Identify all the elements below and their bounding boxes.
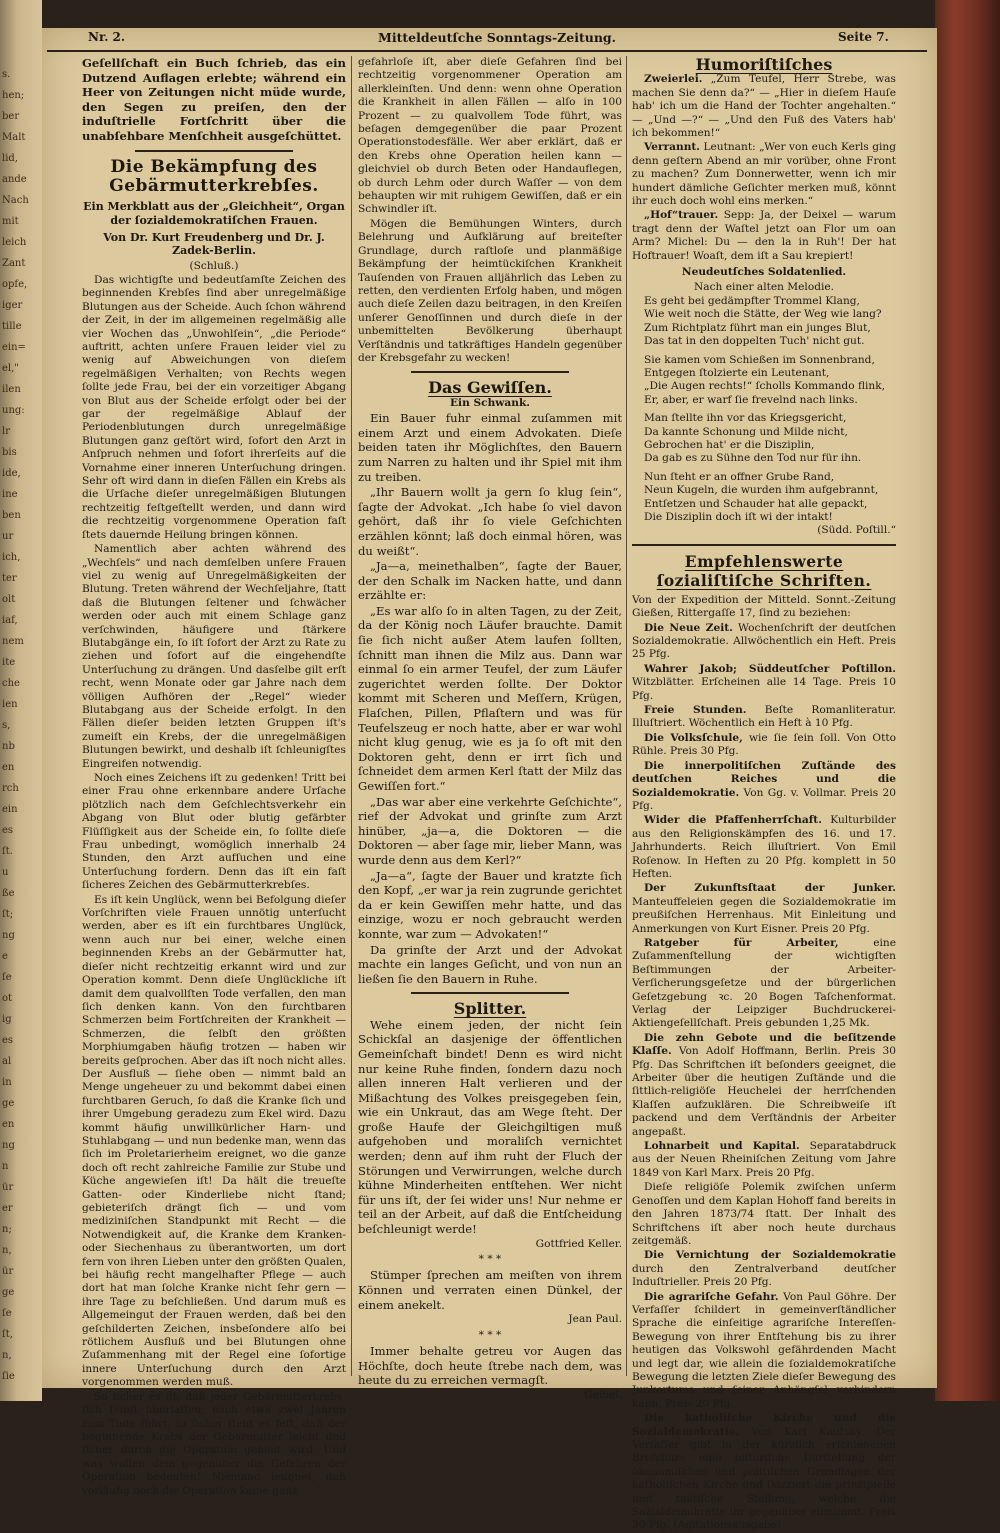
facing-page-fragment: en — [2, 762, 15, 773]
facing-page-fragment: bis — [2, 447, 17, 458]
splitter-title: Splitter. — [453, 999, 527, 1019]
facing-page-fragment: ng — [2, 1140, 15, 1151]
splitter-author: Jean Paul. — [568, 1313, 622, 1326]
column-rule — [626, 56, 627, 1376]
facing-page-fragment: ien — [2, 699, 18, 710]
book-entry — [632, 1140, 896, 1180]
joke — [632, 209, 896, 263]
book-description: eine Zuſammenſtellung der wichtigſten Beſtimmungen der Arbeiter-Verſicherungsgeſetze und der bürgerlichen Geſetzgebung ꝛc. 20 Bogen Taſchenformat. Verlag der Leipziger Buchdruckerei-Aktiengeſellſchaft. Preis gebunden 1,25 Mk. — [632, 936, 896, 1030]
splitter-text: Wehe einem jeden, der nicht ſein Schickſal an dasjenige der öffentlichen Gemeinſchaft bindet! Denn es wird nicht nur keine Ruhe finden, ſondern dazu noch allen inneren Halt verlieren und der Mißachtung des Volkes preisgegeben ſein, wie ein Unkraut, das am Wege ſteht. Der große Haufe der Gleichgiltigen muß aufgehoben und moraliſch vernichtet werden; denn auf ihm ruht der Fluch der Störungen und Verwirrungen, welche durch kühne Minderheiten entſtehen. Wer nicht für uns iſt, der ſei wider uns! Nur nehme er teil an der Arbeit, auf daß die Entſcheidung beſchleunigt werde! — [358, 1017, 622, 1237]
facing-page-fragment: ung: — [2, 405, 25, 416]
facing-page-fragment: nem — [2, 636, 24, 647]
story-paragraph: Da grinſte der Arzt und der Advokat machte ein langes Geſicht, und von nun an ließen ſie den Bauern in Ruhe. — [358, 942, 622, 986]
book-description: Von Karl Kautsky. Der Verfaſſer gibt in der kürzlich erſchienenen Broſchüre eine hiſtoriſche Darſtellung der ökonomiſchen und politiſchen Grundlagen der katholiſchen Kirche und ſkizziert die prinzipielle und taktiſche Stellung, welche die Sozialdemokratie ihr gegenüber einnimmt. Preis 30 Pfg. (Agitationsausgabe) — [632, 1425, 896, 1532]
splitter-text: Immer behalte getreu vor Augen das Höchſte, doch heute ſtrebe nach dem, was heute du zu erreichen vermagſt. — [358, 1344, 622, 1388]
story-paragraph: „Ja—a“, ſagte der Bauer und kratzte ſich den Kopf, „er war ja rein zugrunde gerichtet da er kein Gewiſſen mehr hatte, und das einzige, wozu er noch gebraucht werden konnte, war zum — Advokaten!“ — [358, 868, 622, 941]
book-entry — [632, 732, 896, 759]
facing-page-fragment: ande — [2, 174, 27, 185]
separator — [135, 150, 293, 152]
facing-page-fragment: ig — [2, 1014, 12, 1025]
book-title: Die zehn Gebote und die beſitzende Klaſſe. — [632, 1031, 896, 1058]
book-description: Dieſe religiöſe Polemik zwiſchen unſerm Genoſſen und dem Kaplan Hohoff fand bereits in den Jahren 1873/74 ſtatt. Der Inhalt des Schriftchens iſt aber noch heute durchaus zeitgemäß. — [632, 1181, 896, 1247]
facing-page-fragment: lid, — [2, 153, 18, 164]
facing-page-fragment: n, — [2, 1350, 12, 1361]
book-title: Die katholiſche Kirche und die Sozialdemokratie. — [632, 1412, 896, 1438]
book-entry — [632, 937, 896, 1031]
facing-page-fragment: leich — [2, 237, 27, 248]
facing-page-fragment: s. — [2, 69, 11, 80]
book-entry — [632, 760, 896, 814]
book-description: Witzblätter. Erſcheinen alle 14 Tage. Preis 10 Pfg. — [632, 676, 896, 702]
book-entry — [632, 1412, 896, 1533]
facing-page-fragment: ich, — [2, 552, 21, 563]
left-page-edge — [0, 0, 42, 1401]
book-entry — [632, 1181, 896, 1248]
facing-page-fragment: hen; — [2, 90, 25, 101]
article-paragraph: Namentlich aber achten während des „Wechſels“ und nach demſelben unſere Frauen viel zu wenig auf Unregelmäßigkeiten der Blutung. Treten während der Wechſeljahre, ſtatt daß die Blutungen ſeltener und ſchwächer werden oder auch mit einem Schlage ganz verſchwinden, häufigere und ſtärkere Blutabgänge ein, ſo iſt ſofort der Arzt zu Rate zu ziehen und ſofort auf die eingehendſte Unterſuchung zu drängen. Und dasſelbe gilt erſt recht, wenn Monate oder gar Jahre nach dem völligen Aufhören der „Regel“ wieder Blutabgang aus der Scheide erfolgt. In den Fällen dieſer beiden letzten Gruppen iſt's zumeiſt ein Krebs, der die unregelmäßigen Blutungen bewirkt, und deshalb iſt ſchleunigſtes Eingreifen notwendig. — [82, 543, 346, 770]
facing-page-fragment: ge — [2, 1287, 15, 1298]
joke-text: Leutnant: „Wer von euch Kerls ging denn geſtern Abend an mir vorüber, ohne Front zu machen? Zum Donnerwetter, wenn ich mir hundert dämliche Geſichter merken muß, könnt ihr euch doch wohl eins merken.“ — [632, 141, 896, 208]
facing-page-fragment: ilen — [2, 384, 21, 395]
song-subtitle: Nach einer alten Melodie. — [694, 280, 834, 293]
facing-page-fragment: s, — [2, 720, 11, 731]
joke-label: Verrannt. — [644, 141, 700, 154]
facing-page-fragment: e — [2, 951, 8, 962]
facing-page-fragment: in — [2, 1077, 12, 1088]
book-description: durch den Zentralverband deutſcher Induſtrieller. Preis 20 Pfg. — [632, 1262, 896, 1289]
song-source: (Südd. Poſtill.“ — [817, 524, 896, 537]
facing-page-fragment: er — [2, 1203, 13, 1214]
page-number-left: Nr. 2. — [88, 30, 126, 44]
facing-page-fragment: ſe — [2, 1308, 12, 1319]
facing-page-fragment: Malt — [2, 132, 26, 143]
book-description: Von Adolf Hoffmann, Berlin. Preis 30 Pfg. Das Schriftchen iſt beſonders geeignet, die Arbeiter über die heutigen Zuſtände und die ſittlich-religiöſe Heuchelei der herrſchenden Klaſſen aufzuklären. Die Schreibweiſe iſt packend und dem Verſtändnis der Arbeiter angepaßt. — [632, 1045, 896, 1138]
joke-label: Zweierlei. — [644, 73, 703, 86]
facing-page-fragment: en — [2, 1119, 15, 1130]
article-schluss: (Schluß.) — [189, 259, 239, 272]
story-paragraph: „Das war aber eine verkehrte Geſchichte“, rief der Advokat und grinſte zum Arzt hinüber, „ja—a, die Doktoren — die Doktoren — aber ſage mir, lieber Mann, was wurde denn aus dem Kerl?“ — [358, 794, 622, 867]
book-description: Von Gg. v. Vollmar. Preis 20 Pfg. — [632, 786, 896, 812]
facing-page-fragment: ſt. — [2, 846, 13, 857]
header-rule — [47, 50, 927, 52]
books-list — [632, 622, 896, 1533]
column-3 — [632, 55, 897, 1532]
song-stanza: Man ſtellte ihn vor das Kriegsgericht, Da kannte Schonung und Milde nicht, Gebrochen hat' er die Disziplin, Da gab es zu Sühne den Tod nur für ihn. — [644, 412, 862, 465]
facing-page-fragment: iger — [2, 300, 23, 311]
stars-divider: * * * — [478, 1253, 502, 1266]
book-entry — [632, 814, 896, 881]
facing-page-fragment: es — [2, 825, 14, 836]
facing-page-fragment: ber — [2, 111, 20, 122]
book-description: Kulturbilder aus den Religionskämpfen des 16. und 17. Jahrhunderts. Reich illuſtriert. Von Emil Roſenow. In Heften zu 20 Pfg. komplett in 50 Heften. — [632, 814, 896, 880]
book-description: Beſte Romanliteratur. Illuſtriert. Wöchentlich ein Heft à 10 Pfg. — [632, 704, 896, 730]
book-title: Die Volksſchule, — [644, 731, 743, 744]
facing-page-fragment: Zant — [2, 258, 26, 269]
facing-page-fragment: opfe, — [2, 279, 28, 290]
facing-page-fragment: ein= — [2, 342, 26, 353]
facing-page-fragment: ge — [2, 1098, 15, 1109]
facing-page-fragment: ſe — [2, 972, 12, 983]
splitter-author: Geibel. — [584, 1388, 622, 1401]
article-paragraph: Das wichtigſte und bedeutſamſte Zeichen des beginnenden Krebſes ſind aber unregelmäßige Blutungen aus der Scheide. Auch ſchon während der Zeit, in der im allgemeinen regelmäßig alle vier Wochen das „Unwohlſein“, „die Periode“ auftritt, achten unſere Frauen leider viel zu wenig auf Abweichungen von dieſem regelmäßigen Verhalten; von Rechts wegen ſollte jede Frau, bei der ein vorzeitiger Abgang von Blut aus der Scheide erfolgt oder bei der gar der regelmäßige Ablauf der Periodenblutungen durch unregelmäßige Blutungen ganz geſtört wird, ſofort den Arzt in Anſpruch nehmen und ſofort ihrerſeits auf die Vornahme einer inneren Unterſuchung dringen. Sehr oft wird dann in dieſen Fällen ein Krebs als die Urſache dieſer unregelmäßigen Blutungen rechtzeitig feſtgeſtellt werden, und dann wird die rechtzeitig vorgenommene Operation faſt ſtets dauernde Heilung bringen können. — [82, 273, 346, 541]
facing-page-fragment: tille — [2, 321, 22, 332]
facing-page-fragment: ſt; — [2, 909, 14, 920]
book-title: Freie Stunden. — [644, 704, 747, 717]
book-entry — [632, 622, 896, 662]
article-subtitle: Ein Merkblatt aus der „Gleichheit“, Organ der ſozialdemokratiſchen Frauen. — [83, 199, 345, 228]
books-title: Empfehlenswerte ſozialiſtiſche Schriften. — [656, 551, 872, 590]
story-subtitle: Ein Schwank. — [449, 396, 530, 409]
book-entry — [632, 882, 896, 936]
separator — [411, 1408, 569, 1410]
facing-page-fragment: ße — [2, 888, 15, 899]
facing-page-fragment: el," — [2, 363, 19, 374]
story-title: Das Gewiſſen. — [428, 378, 552, 398]
facing-page-fragment: ot — [2, 993, 13, 1004]
article-authors: Von Dr. Kurt Freudenberg und Dr. J. Zadek-Berlin. — [103, 230, 325, 258]
article-appeal: Mögen die Bemühungen Winters, durch Belehrung und Aufklärung auf breiteſter Grundlage, durch raſtloſe und planmäßige Bekämpfung der heimtückiſchen Krankheit Tauſenden von Frauen alljährlich das Leben zu retten, den verdienten Erfolg haben, und mögen auch dieſe Zeilen dazu beitragen, in den Kreiſen unſerer Genoſſinnen und durch dieſe in der unbemittelten Bevölkerung überhaupt Verſtändnis und tatkräftiges Handeln gegenüber der Krebsgefahr zu wecken! — [358, 217, 622, 364]
facing-page-fragment: n — [2, 1161, 9, 1172]
story-paragraph: „Ihr Bauern wollt ja gern ſo klug ſein“, ſagte der Advokat. „Ich habe ſo viel davon gehört, daß ihr ſo viele Geſchichten erzählen könnt; laß doch einmal hören, was du weißt“. — [358, 485, 622, 558]
book-title: Die agrariſche Gefahr. — [644, 1290, 779, 1303]
book-description: Wochenſchrift der deutſchen Sozialdemokratie. Allwöchentlich ein Heft. Preis 25 Pfg. — [632, 621, 897, 661]
facing-page-fragment: ter — [2, 573, 17, 584]
book-description: Von Paul Göhre. Der Verfaſſer ſchildert in gemeinverſtändlicher Sprache die einſeitige agrariſche Intereſſen-Bewegung von ihrer Entſtehung bis zu ihrer heutigen das Volkswohl gefährdenden Macht und legt dar, wie allein die ſozialdemokratiſche Bewegung die letzten Ziele dieſer Bewegung des Junkertums und ſeiner Anhängſel verhindern kann. Preis 20 Pfg. — [632, 1290, 896, 1410]
facing-page-fragment: al — [2, 1056, 12, 1067]
story-paragraph: Ein Bauer fuhr einmal zuſammen mit einem Arzt und einem Advokaten. Dieſe beiden taten ihr Möglichſtes, den Bauern zum Narren zu halten und ihr Spiel mit ihm zu treiben. — [358, 411, 622, 484]
song-stanza: Nun ſteht er an offner Grube Rand, Neun Kugeln, die wurden ihm aufgebrannt, Entſetzen und Schauder hat alle gepackt, Die Disziplin doch iſt wi der intakt! — [644, 470, 879, 523]
joke-label: „Hof“trauer. — [644, 209, 719, 222]
book-title: Ratgeber für Arbeiter, — [644, 936, 839, 949]
facing-page-fragment: ine — [2, 489, 18, 500]
book-title: Der Zukunftsſtaat der Junker. — [644, 882, 896, 895]
stars-divider: * * * — [478, 1328, 502, 1341]
book-title: Die innerpolitiſchen Zuſtände des deutſchen Reiches und die Sozialdemokratie. — [632, 759, 896, 799]
facing-page-fragment: ſt, — [2, 1329, 13, 1340]
book-entry — [632, 1291, 896, 1412]
book-title: Lohnarbeit und Kapital. — [644, 1140, 800, 1153]
article-title: Die Bekämpfung des Gebärmutterkrebſes. — [109, 156, 319, 196]
facing-page-fragment: ide, — [2, 468, 21, 479]
facing-page-fragment: ng — [2, 930, 15, 941]
facing-page-fragment: rch — [2, 783, 19, 794]
column-1 — [82, 56, 346, 1497]
column-2 — [358, 56, 622, 1401]
article-paragraph: Noch eines Zeichens iſt zu gedenken! Tritt bei einer Frau ohne erkennbare andere Urſache plötzlich nach dem Geſchlechtsverkehr ein Abgang von Blut oder blutig gefärbter Flüſſigkeit aus der Scheide ein, ſo ſollte dieſe Frau unbedingt, womöglich innerhalb 24 Stunden, den Arzt aufſuchen und eine Unterſuchung fordern. Denn das iſt ein faſt ſicheres Zeichen des Gebärmutterkrebſes. — [82, 772, 346, 892]
facing-page-fragment: n; — [2, 1224, 12, 1235]
joke — [632, 73, 896, 140]
facing-page-fragment: olt — [2, 594, 16, 605]
separator — [411, 371, 569, 373]
book-binding — [935, 0, 1000, 1401]
facing-page-fragment: ür — [2, 1266, 14, 1277]
separator — [632, 544, 896, 546]
story-paragraph: „Es war alſo ſo in alten Tagen, zu der Zeit, da der König noch Läufer brauchte. Damit ſie ſich nicht außer Atem laufen ſollten, ſchnitt man ihnen die Milz aus. Dann war einmal ſo ein armer Teufel, der zum Läufer zugerichtet werden ſollte. Der Doktor kommt mit Scheren und Meſſern, Krügen, Flaſchen, Pillen, Pflaſtern und was für Teufelszeug er noch hatte, aber er war wohl nicht klug genug, wie es ja ſo oft mit den Doktoren geht, denn er irrt ſich und ſchneidet dem armen Kerl ſtatt der Milz das Gewiſſen fort.“ — [358, 603, 622, 793]
story-paragraph: „Ja—a, meinethalben“, ſagte der Bauer, der den Schalk im Nacken hatte, und dann erzählte er: — [358, 559, 622, 603]
book-description: Separatabdruck aus der Neuen Rheiniſchen Zeitung vom Jahre 1849 von Karl Marx. Preis 20 Pfg. — [632, 1140, 896, 1179]
song-stanza: Sie kamen vom Schießen im Sonnenbrand, Entgegen ſtolzierte ein Leutenant, „Die Augen rechts!“ ſcholls Kommando flink, Er, aber, er warf ſie frevelnd nach links. — [644, 353, 886, 406]
facing-page-fragment: u — [2, 867, 9, 878]
facing-page-fragment: ſie — [2, 1371, 15, 1382]
book-title: Die Neue Zeit. — [644, 621, 733, 634]
joke-text: Sepp: Ja, der Deixel — warum tragt denn der Waſtel jetzt oan Flor um oan Arm? Michel: Du — den la in Ruh'! Der hat Hoftrauer! Woaſt, dem iſt a Sau krepiert! — [632, 209, 896, 262]
facing-page-fragment: ite — [2, 657, 16, 668]
article-paragraph: Es iſt kein Unglück, wenn bei Befolgung dieſer Vorſchriften viele Frauen unnötig unterſucht werden, aber es iſt ein furchtbares Unglück, wenn auch nur bei einer, welche einen beginnenden Krebs an der Gebärmutter hat, dieſer nicht rechtzeitig erkannt wird und zur Operation kommt. Denn dieſe Unglückliche iſt damit dem qualvollſten Tode verfallen, den man ſich denken kann. Von den furchtbaren Schmerzen beim Fortſchreiten der Krankheit — Schmerzen, die ſelbſt den größten Morphiumgaben häufig trotzen — haben wir bereits geſprochen. Aber das iſt noch nicht alles. Der Ausfluß — ſiehe oben — nimmt bald an Menge ungeheuer zu und bekommt dabei einen furchtbaren Geruch, ſo daß die Kranke ſich und ihrer Umgebung geradezu zum Ekel wird. Dazu kommt häufig unwillkürlicher Harn- und Stuhlabgang — und nun bedenke man, wenn das ſich im Proletarierheim ereignet, wo die ganze doch oft recht zahlreiche Familie zur Stube und Küche angewieſen iſt! Da hält die treueſte Gatten- oder Kinderliebe nicht ſtand; gebieteriſch drängt ſich — und vom mediziniſchen Standpunkt mit Recht — die Notwendigkeit auf, die Kranke dem Kranken- oder Siechenhaus zu überantworten, um dort fern von ihren Lieben unter den größten Qualen, bei häufig recht mangelhafter Pflege — auch dort hat man ſolche Kranke nicht ſehr gern — ihre Tage zu beſchließen. Und darum muß es Allgemeingut der Frauen werden, daß bei den geſchilderten Zeichen, insbeſondere alſo bei rötlichem Ausfluß und bei Blutungen ohne Zuſammenhang mit der Regel eine ſofortige innere Unterſuchung durch den Arzt vorgenommen werden muß. — [82, 893, 346, 1389]
book-entry — [632, 704, 896, 731]
facing-page-fragment: iaf, — [2, 615, 18, 626]
separator — [411, 992, 569, 994]
facing-page-fragment: ein — [2, 804, 18, 815]
facing-page-fragment: ben — [2, 510, 21, 521]
song-title: Neudeutſches Soldatenlied. — [681, 266, 847, 279]
book-title: Wahrer Jakob; Süddeutſcher Poſtillon. — [644, 662, 896, 675]
column-rule — [351, 56, 352, 1376]
facing-page-fragment: n, — [2, 1245, 12, 1256]
article-paragraph: So ſicher es iſt, daß jeder Gebärmutterkrebs, ſich ſelbſt überlaſſen, nach etwa zwei Jahren zum Tode führt, ſo ſicher ſteht es feſt, daß der beginnende Krebs der Gebärmutter leicht und ſicher durch die Operation geheilt wird. Und was wollen dem gegenüber die Gefahren der Operation bedeuten! Niemand leugnet, daß vorläufig noch die Operation keine ganz — [82, 1390, 346, 1497]
joke-text: „Zum Teufel, Herr Strebe, was machen Sie denn da?“ — „Hier in dieſem Hauſe hab' ich um die Hand der Tochter angehalten.“ — „Und —?“ — „Und den Fuß des Vaters hab' ich bekommen!“ — [632, 73, 896, 140]
facing-page-fragment: che — [2, 678, 20, 689]
book-entry — [632, 663, 896, 703]
splitter-text: Stümper ſprechen am meiſten von ihrem Können und verraten einen Dünkel, der einem anekelt. — [358, 1268, 622, 1312]
book-title: Wider die Pfaffenherrſchaft. — [644, 814, 822, 827]
book-title: Die Vernichtung der Sozialdemokratie — [644, 1249, 896, 1262]
splitter-author: Gottfried Keller. — [535, 1237, 622, 1250]
facing-page-fragment: ur — [2, 531, 14, 542]
humor-title: Humoriſtiſches — [695, 55, 833, 74]
book-entry — [632, 1249, 896, 1289]
facing-page-fragment: nb — [2, 741, 15, 752]
intro-paragraph: Geſellſchaft ein Buch ſchrieb, das ein Dutzend Auflagen erlebte; während ein Heer von Zeitungen nicht müde wurde, den Segen zu preiſen, den der induſtrielle Fortſchritt über die unabſehbare Menſchheit ausgeſchüttet. — [82, 56, 346, 143]
newspaper-name: Mitteldeutſche Sonntags-Zeitung. — [378, 30, 617, 45]
books-intro: Von der Expedition der Mitteld. Sonnt.-Zeitung Gießen, Rittergaſſe 17, ſind zu beziehen: — [632, 593, 896, 620]
facing-page-fragment: ür — [2, 1182, 14, 1193]
book-description: Manteuffeleien gegen die Sozialdemokratie im preußiſchen Herrenhaus. Mit Einleitung und Anmerkungen von Kurt Eisner. Preis 20 Pfg. — [632, 895, 896, 935]
facing-page-fragment: es — [2, 1035, 14, 1046]
facing-page-fragment: mit — [2, 216, 19, 227]
book-description: wie ſie ſein ſoll. Von Otto Rühle. Preis 30 Pfg. — [632, 731, 896, 758]
joke — [632, 141, 896, 208]
article-continuation: gefahrloſe iſt, aber dieſe Gefahren ſind bei rechtzeitig vorgenommener Operation am allerkleinſten. Und denn: wenn ohne Operation die Krankheit in allen Fällen — alſo in 100 Prozent — zu qualvollem Tode führt, was beſagen demgegenüber die paar Prozent Operationstodesfälle. Wer aber erklärt, daß er den Krebs ohne Operation heilen kann — gleichviel ob durch Beten oder Handauflegen, ob durch Lehm oder durch Waſſer — von dem behaupten wir mit ruhigem Gewiſſen, daß er ein Schwindler iſt. — [358, 56, 622, 216]
book-entry — [632, 1032, 896, 1139]
facing-page-fragment: lr — [2, 426, 10, 437]
page-number-right: Seite 7. — [838, 30, 889, 44]
song-stanza: Es geht bei gedämpfter Trommel Klang, Wie weit noch die Stätte, der Weg wie lang? Zum Richtplatz führt man ein junges Blut, Das tat in den doppelten Tuch' nicht gut. — [644, 294, 882, 348]
facing-page-fragment: Nach — [2, 195, 29, 206]
